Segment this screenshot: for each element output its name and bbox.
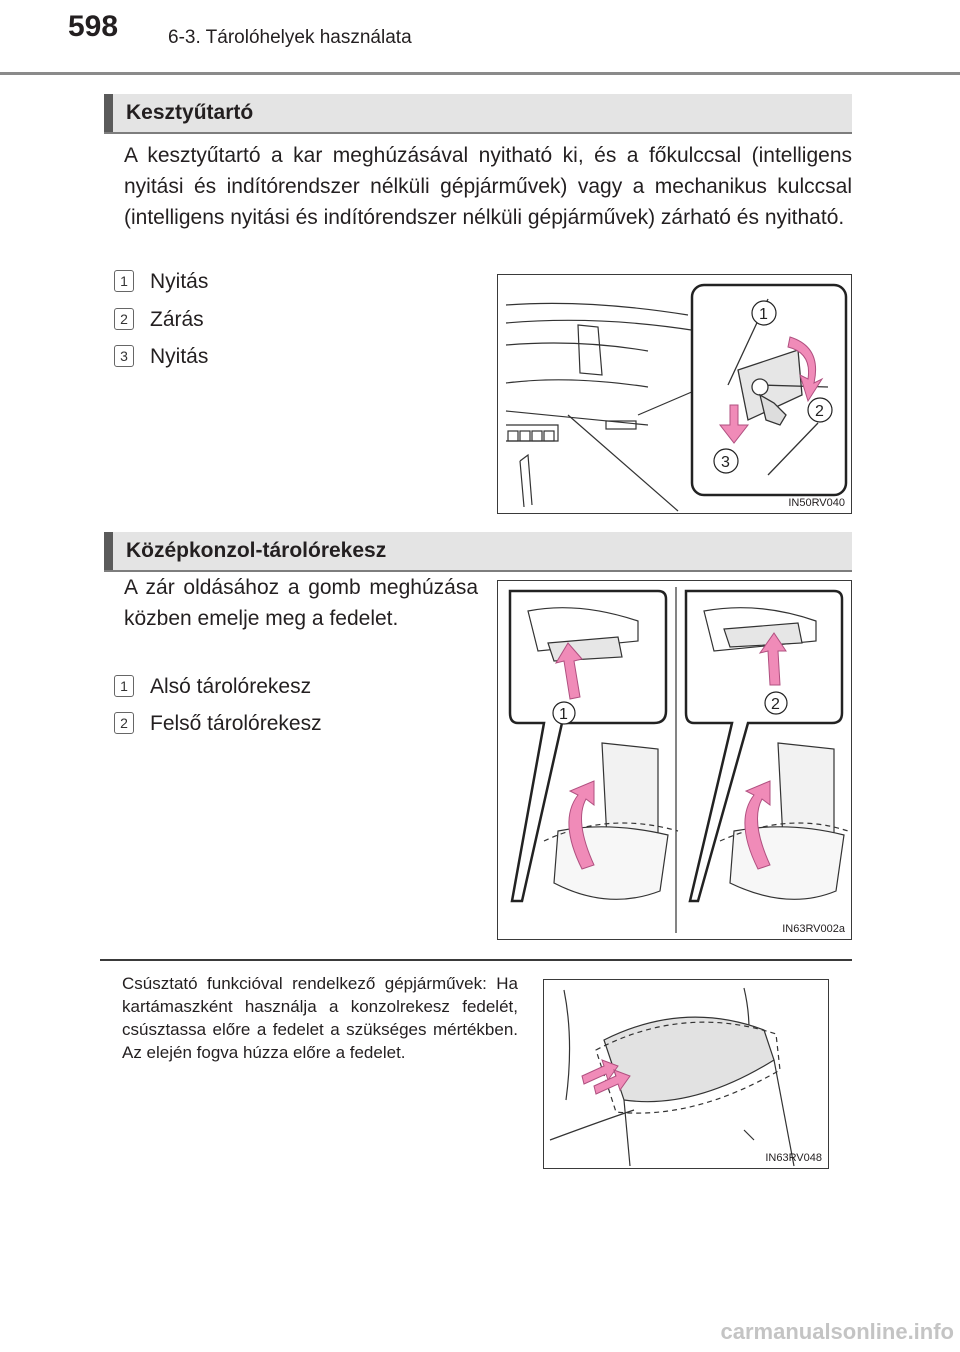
list-item — [114, 308, 204, 332]
slide-armrest-illustration — [543, 979, 829, 1169]
section-title: Kesztyűtartó — [126, 101, 254, 124]
item-number: 2 — [114, 712, 134, 734]
glovebox-paragraph: A kesztyűtartó a kar meghúzásával nyitható ki, és a főkulccsal (intelligens nyitási és indítórendszer nélküli gépjárművek) vagy a mechanikus kulccsal (intelligens nyitási és indítórendszer nélküli gépjárművek) zárható és nyitható. — [124, 144, 852, 229]
svg-text:1: 1 — [759, 306, 768, 323]
heading-marker — [104, 94, 113, 132]
note-divider — [100, 959, 852, 961]
slide-function-note: Csúsztató funkcióval rendelkező gépjárművek: Ha kartámaszként használja a konzolrekesz fedelét, csúsztassa előre a fedelet a szükséges mértékben. Az elején fogva húzza előre a fedelet. — [122, 974, 518, 1062]
item-number: 3 — [114, 345, 134, 367]
list-item — [114, 270, 208, 294]
item-number: 1 — [114, 675, 134, 697]
svg-text:1: 1 — [559, 706, 568, 723]
item-number: 2 — [114, 308, 134, 330]
console-paragraph: A zár oldásához a gomb meghúzása közben emelje meg a fedelet. — [124, 576, 478, 630]
item-label: Zárás — [150, 308, 204, 331]
item-label: Nyitás — [150, 345, 209, 368]
section-heading-console — [104, 532, 852, 572]
header-divider — [0, 72, 960, 75]
item-label: Felső tárolórekesz — [150, 712, 322, 735]
glovebox-illustration — [497, 274, 852, 514]
svg-text:3: 3 — [721, 454, 730, 471]
figure-code: IN63RV048 — [765, 1152, 822, 1164]
console-illustration — [497, 580, 852, 940]
list-item — [114, 345, 208, 369]
section-heading-glovebox — [104, 94, 852, 134]
section-title: Középkonzol-tárolórekesz — [126, 539, 387, 562]
console-drawing — [498, 581, 850, 938]
svg-text:2: 2 — [815, 403, 824, 420]
chapter-title: 6-3. Tárolóhelyek használata — [168, 27, 412, 48]
list-item — [114, 712, 322, 736]
item-label: Nyitás — [150, 270, 209, 293]
figure-code: IN63RV002a — [782, 923, 845, 935]
svg-text:2: 2 — [771, 696, 780, 713]
item-number: 1 — [114, 270, 134, 292]
armrest-drawing — [544, 980, 827, 1167]
list-item — [114, 675, 311, 699]
heading-marker — [104, 532, 113, 570]
watermark: carmanualsonline.info — [720, 1319, 954, 1344]
glovebox-drawing — [498, 275, 850, 512]
figure-code: IN50RV040 — [788, 497, 845, 509]
item-label: Alsó tárolórekesz — [150, 675, 312, 698]
page-number: 598 — [68, 10, 119, 43]
